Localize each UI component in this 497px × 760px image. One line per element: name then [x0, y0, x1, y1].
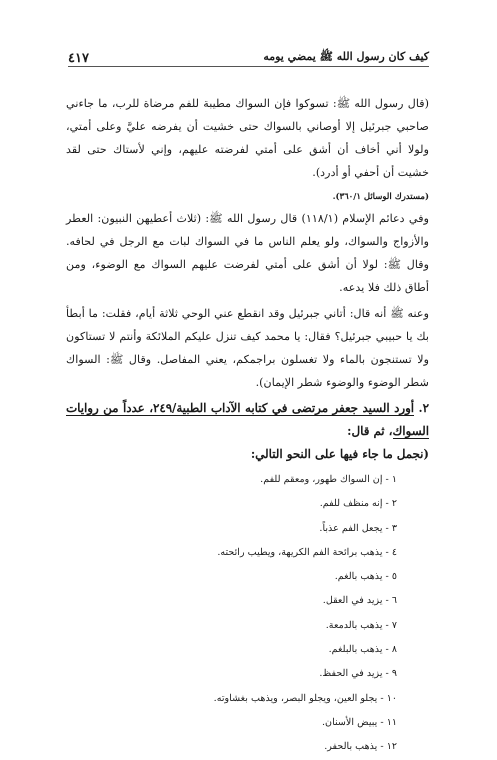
list-item: ١١ - يبيض الأسنان. — [321, 716, 397, 728]
list-item: ١٢ - يذهب بالحفر. — [324, 741, 397, 753]
list-item: ٤ - يذهب برائحة الفم الكريهة، ويطيب رائحته. — [217, 546, 397, 558]
header-title: كيف كان رسول الله ﷺ يمضي يومه — [263, 50, 429, 63]
source-note: (مستدرك الوسائل ٣٦٠/١). — [332, 192, 429, 202]
section-number: ٢. — [418, 401, 429, 415]
paragraph: وعنه ﷺ أنه قال: أتاني جبرئيل وقد انقطع عني الوحي ثلاثة أيام، فقلت: ما أبطأ بك يا حبيبي جبرئيل؟ فقال: يا محمد كيف تنزل عليكم الملائكة وأنتم لا تستاكون ولا تستنجون بالماء ولا تغسلون براجمكم، يعني المفاصل. وقال ﷺ: السواك شطر الوضوء والوضوء شطر الإيمان). — [66, 307, 429, 389]
section-subheading: (نجمل ما جاء فيها على النحو التالي: — [250, 447, 429, 461]
list-item: ٧ - يذهب بالدمعة. — [325, 619, 397, 631]
list-item: ٥ - يذهب بالغم. — [334, 571, 397, 583]
running-header — [68, 46, 429, 67]
page-number: ٤١٧ — [68, 51, 89, 66]
page-body — [66, 92, 429, 760]
section-heading — [66, 397, 429, 443]
list-item: ١ - إن السواك طهور، ومعقم للفم. — [260, 474, 397, 485]
list-item: ١٠ - يجلو العين، ويجلو البصر، ويذهب بغشاوته. — [213, 692, 397, 704]
list-item: ٣ - يجعل الفم عذباً. — [319, 522, 397, 534]
paragraph: وفي دعائم الإسلام (١١٨/١) قال رسول الله ﷺ: (ثلاث أعطيهن النبيون: العطر والأزواج والسواك، ولو يعلم الناس ما في السواك لبات مع الرجل في لحافه. وقال ﷺ: لولا أن أشق على أمتي لفرضت عليهم السواك مع الوضوء، ومن أطاق ذلك فلا يدعه. — [66, 212, 429, 294]
list-item: ٦ - يزيد في العقل. — [322, 595, 397, 607]
paragraph: (قال رسول الله ﷺ: تسوكوا فإن السواك مطيبة للفم مرضاة للرب، ما جاءني صاحبي جبرئيل إلا أوصاني بالسواك حتى خشيت أن يفرضه عليَّ وعلى أمتي، ولولا أني أخاف أن أشق على أمتي لفرضته عليهم، وإني لأستاك حتى لقد خشيت أن أحفي أو أدرد). — [66, 97, 429, 179]
list-item: ٢ - إنه منظف للفم. — [319, 498, 397, 510]
section-heading-underlined: أورد السيد جعفر مرتضى في كتابه الآداب الطبية/٢٤٩، عدداً من روايات السواك — [66, 401, 429, 438]
section-heading-rest: ، ثم قال: — [347, 424, 393, 438]
benefits-list — [66, 468, 429, 760]
list-item: ٨ - يذهب بالبلغم. — [328, 644, 397, 656]
list-item: ٩ - يزيد في الحفظ. — [319, 668, 397, 680]
